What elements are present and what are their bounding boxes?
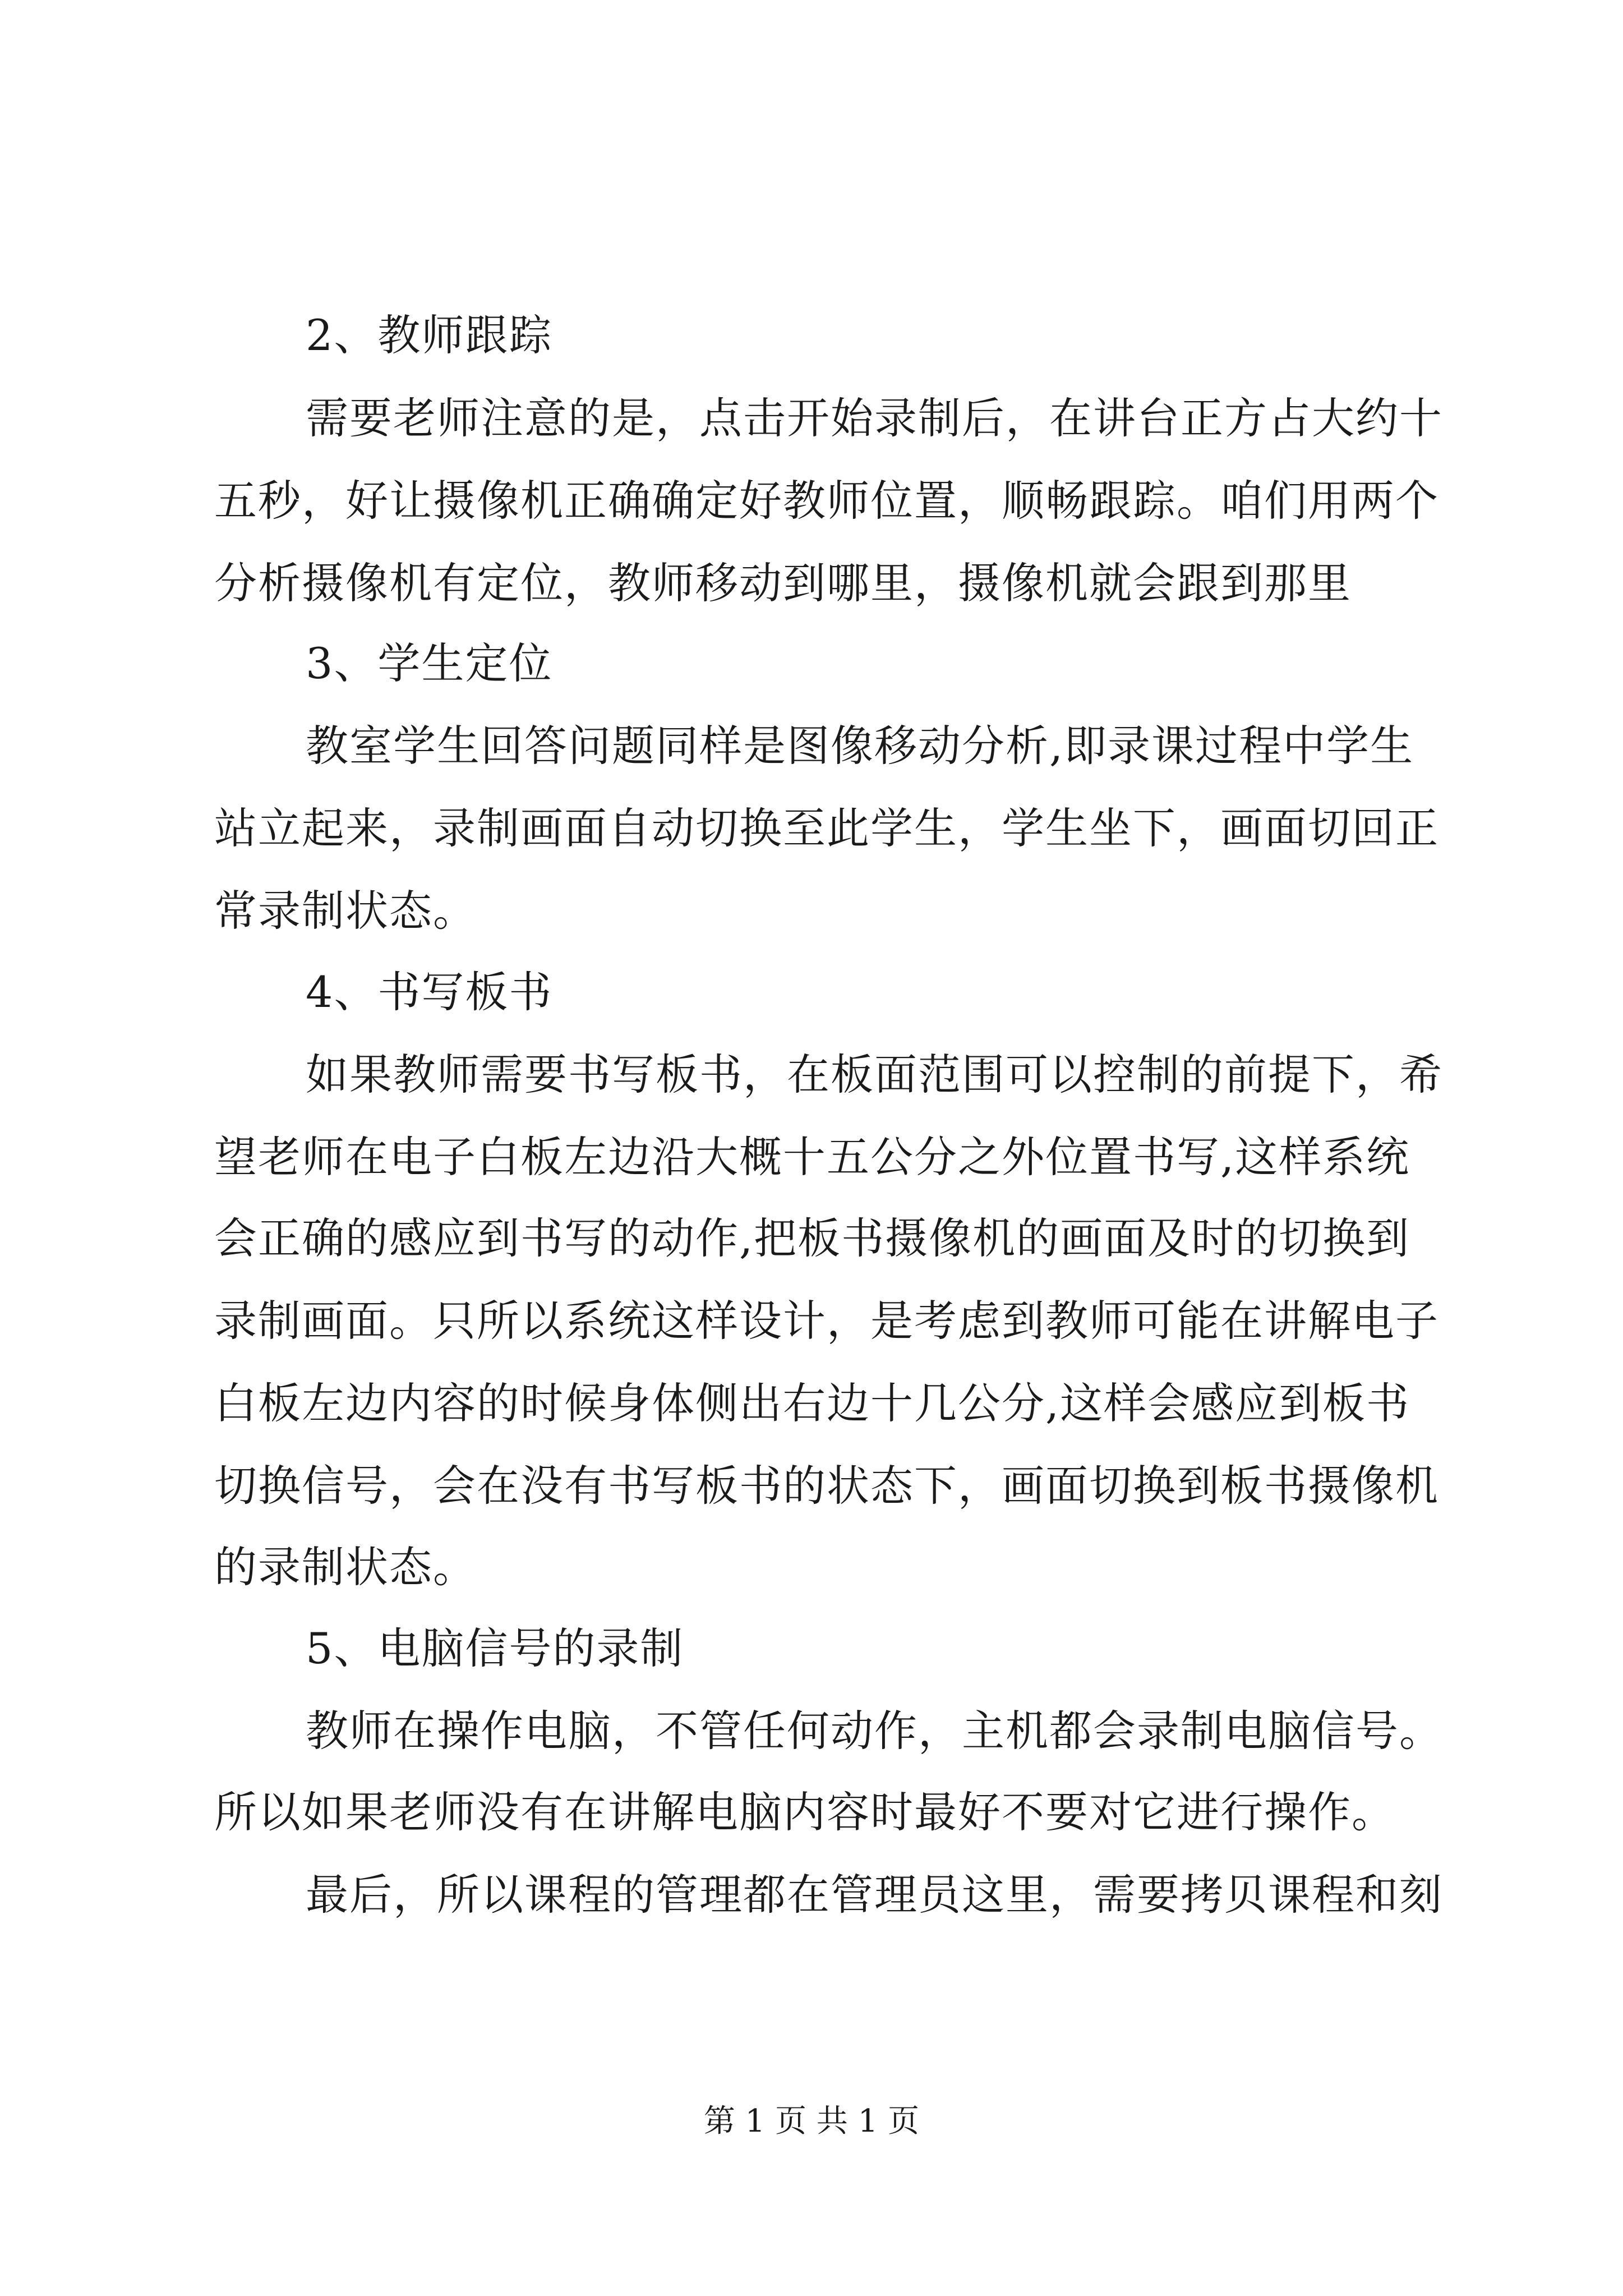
paragraph-line: 教师在操作电脑，不管任何动作，主机都会录制电脑信号。	[306, 1706, 1443, 1756]
paragraph-line: 切换信号，会在没有书写板书的状态下，画面切换到板书摄像机	[214, 1461, 1439, 1511]
section-heading-computer-signal: 5、电脑信号的录制	[306, 1623, 684, 1673]
paragraph-line: 如果教师需要书写板书，在板面范围可以控制的前提下，希	[306, 1050, 1443, 1099]
paragraph-line: 需要老师注意的是，点击开始录制后，在讲台正方占大约十	[306, 393, 1443, 443]
paragraph-line: 的录制状态。	[214, 1542, 477, 1592]
section-heading-student-positioning: 3、学生定位	[306, 638, 553, 688]
paragraph-line: 录制画面。只所以系统这样设计，是考虑到教师可能在讲解电子	[214, 1296, 1439, 1346]
section-heading-teacher-tracking: 2、教师跟踪	[306, 310, 553, 360]
page-number-footer: 第 1 页 共 1 页	[703, 2103, 920, 2139]
section-heading-blackboard-writing: 4、书写板书	[306, 967, 553, 1017]
paragraph-line: 教室学生回答问题同样是图像移动分析,即录课过程中学生	[306, 721, 1414, 771]
paragraph-line: 五秒，好让摄像机正确确定好教师位置，顺畅跟踪。咱们用两个	[214, 476, 1439, 526]
paragraph-line: 站立起来，录制画面自动切换至此学生，学生坐下，画面切回正	[214, 803, 1439, 853]
paragraph-line: 分析摄像机有定位，教师移动到哪里，摄像机就会跟到那里	[214, 558, 1352, 608]
paragraph-line: 所以如果老师没有在讲解电脑内容时最好不要对它进行操作。	[214, 1787, 1395, 1837]
paragraph-line: 白板左边内容的时候身体侧出右边十几公分,这样会感应到板书	[214, 1378, 1410, 1428]
paragraph-line: 常录制状态。	[214, 886, 477, 936]
paragraph-line: 会正确的感应到书写的动作,把板书摄像机的画面及时的切换到	[214, 1213, 1410, 1263]
paragraph-line: 最后，所以课程的管理都在管理员这里，需要拷贝课程和刻	[306, 1870, 1443, 1920]
paragraph-line: 望老师在电子白板左边沿大概十五公分之外位置书写,这样系统	[214, 1132, 1410, 1182]
